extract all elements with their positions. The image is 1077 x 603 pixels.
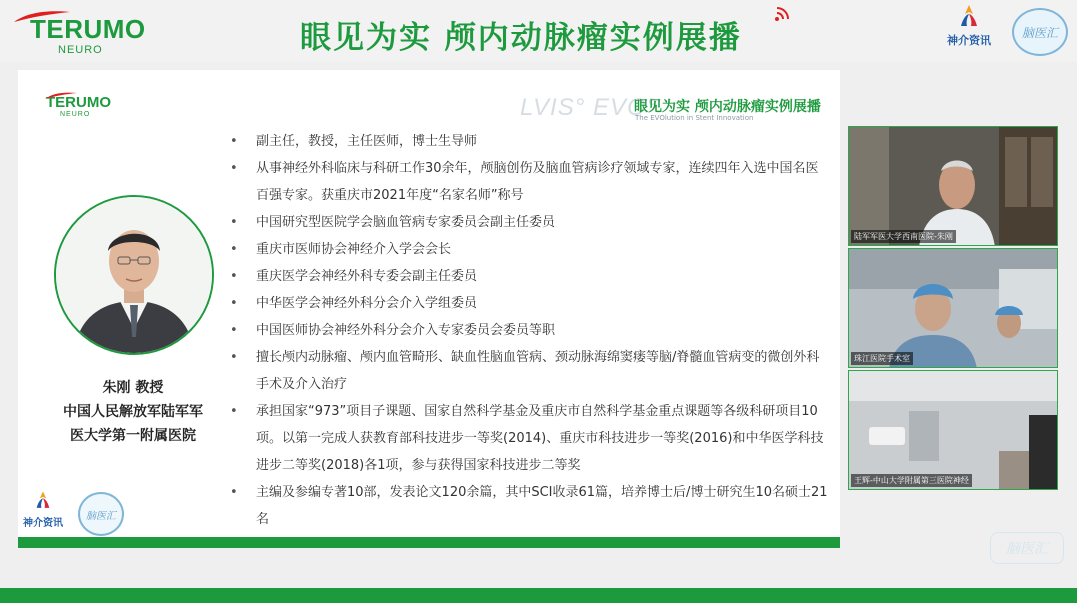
bio-item bbox=[230, 290, 830, 317]
video-feed-3 bbox=[849, 371, 1058, 490]
bullet-glyph: • bbox=[230, 350, 238, 365]
bio-item bbox=[230, 317, 830, 344]
bullet-glyph: • bbox=[230, 269, 238, 284]
video-tile-2[interactable] bbox=[848, 248, 1058, 368]
bullet-glyph: • bbox=[230, 323, 238, 338]
video-label: 王辉-中山大学附属第三医院神经 bbox=[851, 474, 972, 487]
video-feed-2 bbox=[849, 249, 1058, 368]
bullet-glyph: • bbox=[230, 161, 238, 176]
slide-naoyihui-logo: 脑医汇 bbox=[78, 492, 124, 536]
slide-shenjie-mark-icon bbox=[32, 490, 54, 510]
video-panels bbox=[848, 126, 1058, 490]
slide-shenjie-text: 神介资讯 bbox=[23, 518, 63, 529]
shenjie-mark-icon bbox=[955, 4, 983, 28]
bio-item bbox=[230, 344, 830, 398]
bio-item-text: 主编及参编专著10部，发表论文120余篇，其中SCI收录61篇，培养博士后/博士研究生10名硕士21名 bbox=[256, 485, 828, 527]
bullet-glyph: • bbox=[230, 215, 238, 230]
lvis-evo-logo: LVIS° EVO° bbox=[520, 94, 658, 121]
shenjie-text: 神介资讯 bbox=[947, 34, 991, 47]
bio-item-text: 中国研究型医院学会脑血管病专家委员会副主任委员 bbox=[256, 215, 556, 230]
bio-item-text: 从事神经外科临床与科研工作30余年，颅脑创伤及脑血管病诊疗领域专家，连续四年入选中国名医百强专家。获重庆市2021年度“名家名师”称号 bbox=[256, 161, 819, 203]
bio-item bbox=[230, 155, 830, 209]
bio-item bbox=[230, 236, 830, 263]
bio-item-text: 副主任，教授，主任医师，博士生导师 bbox=[256, 134, 478, 149]
speaker-photo bbox=[56, 197, 212, 353]
top-banner bbox=[0, 0, 1077, 62]
slide-terumo-swoosh-icon bbox=[44, 92, 78, 100]
speaker-portrait bbox=[54, 195, 214, 355]
bottom-green-bar bbox=[0, 588, 1077, 603]
bullet-glyph: • bbox=[230, 404, 238, 419]
video-feed-1 bbox=[849, 127, 1058, 246]
slide-subtitle: The EVOlution in Stent Innovation bbox=[635, 114, 754, 122]
speaker-bio-list bbox=[230, 128, 830, 533]
slide-terumo-neuro: NEURO bbox=[60, 111, 91, 118]
signal-icon bbox=[774, 6, 792, 22]
bio-item-text: 中华医学会神经外科分会介入学组委员 bbox=[256, 296, 478, 311]
bio-item-text: 中国医师协会神经外科分会介入专家委员会委员等职 bbox=[256, 323, 556, 338]
speaker-name: 朱刚 教授 bbox=[102, 380, 164, 396]
terumo-wordmark: TERUMO bbox=[30, 14, 146, 44]
naoyihui-watermark: 脑医汇 bbox=[990, 532, 1064, 564]
bio-item-text: 重庆市医师协会神经介入学会会长 bbox=[256, 242, 452, 257]
video-tile-1[interactable] bbox=[848, 126, 1058, 246]
video-label: 陆军军医大学西南医院-朱刚 bbox=[851, 230, 956, 243]
bio-item-text: 承担国家“973”项目子课题、国家自然科学基金及重庆市自然科学基金重点课题等各级科研项目10项。以第一完成人获教育部科技进步一等奖(2014)、重庆市科技进步一等奖(2016)和中华医学科技进步二等奖(2018)各1项，参与获得国家科技进步二等奖 bbox=[256, 404, 824, 473]
speaker-info bbox=[38, 376, 228, 448]
bio-item bbox=[230, 479, 830, 533]
speaker-affiliation-line2: 医大学第一附属医院 bbox=[70, 428, 196, 444]
bullet-glyph: • bbox=[230, 134, 238, 149]
bio-item bbox=[230, 128, 830, 155]
presentation-slide bbox=[18, 70, 840, 548]
terumo-neuro-text: NEURO bbox=[58, 44, 103, 56]
slide-terumo-wordmark: TERUMO bbox=[46, 94, 111, 111]
bio-item bbox=[230, 209, 830, 236]
banner-title: 眼见为实 颅内动脉瘤实例展播 bbox=[300, 20, 742, 56]
slide-bottom-bar bbox=[18, 537, 840, 548]
naoyihui-logo: 脑医汇 bbox=[1012, 8, 1068, 56]
slide-terumo-logo bbox=[46, 94, 111, 118]
bullet-glyph: • bbox=[230, 296, 238, 311]
bio-item-text: 擅长颅内动脉瘤、颅内血管畸形、缺血性脑血管病、颈动脉海绵窦瘘等脑/脊髓血管病变的微创外科手术及介入治疗 bbox=[256, 350, 820, 392]
bio-item bbox=[230, 263, 830, 290]
bio-item-text: 重庆医学会神经外科专委会副主任委员 bbox=[256, 269, 478, 284]
slide-shenjie-logo bbox=[20, 490, 66, 529]
bio-item bbox=[230, 398, 830, 479]
shenjie-logo bbox=[934, 4, 1004, 50]
bullet-glyph: • bbox=[230, 485, 238, 500]
slide-title: 眼见为实 颅内动脉瘤实例展播 bbox=[634, 99, 821, 115]
video-tile-3[interactable] bbox=[848, 370, 1058, 490]
bullet-glyph: • bbox=[230, 242, 238, 257]
video-label: 珠江医院手术室 bbox=[851, 352, 913, 365]
speaker-affiliation-line1: 中国人民解放军陆军军 bbox=[63, 404, 203, 420]
